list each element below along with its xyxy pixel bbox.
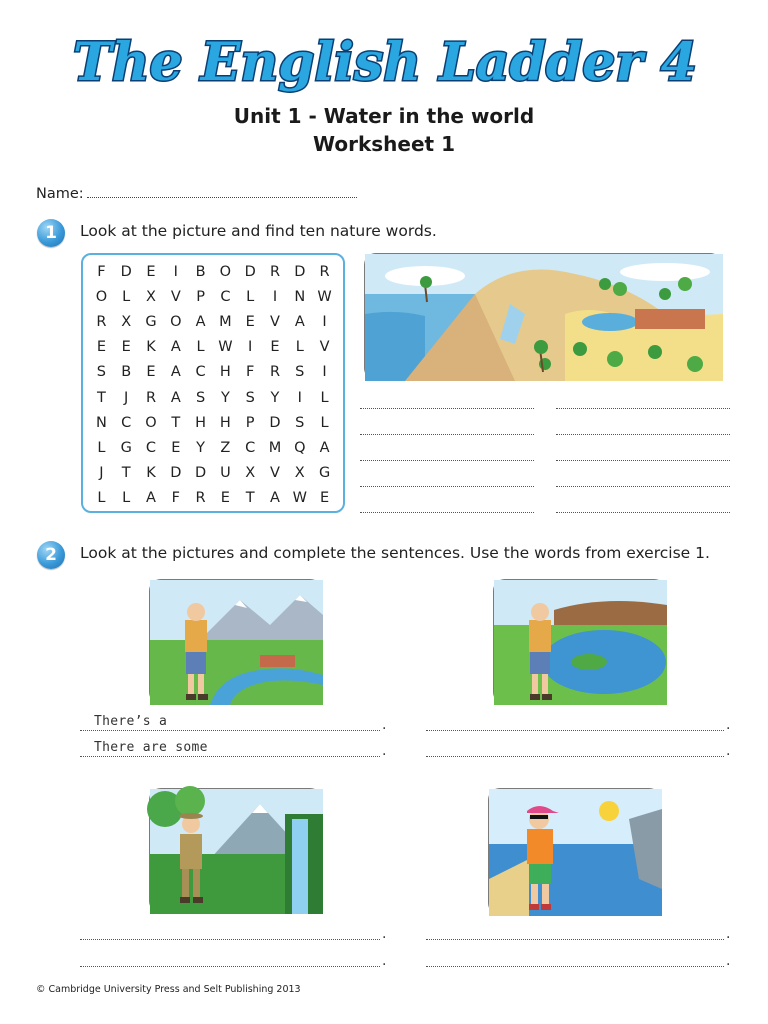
grid-letter[interactable]: J (124, 389, 129, 406)
explorer-waterfall-picture (149, 788, 322, 913)
example-sentence-2: There are some (94, 740, 208, 755)
example-sentence-1: There’s a (94, 714, 168, 729)
grid-letter[interactable]: A (270, 490, 280, 507)
grid-letter[interactable]: H (195, 414, 207, 431)
word-search-grid (81, 253, 345, 513)
grid-letter[interactable]: E (220, 490, 230, 507)
grid-letter[interactable]: X (245, 465, 256, 482)
answer-line[interactable] (360, 408, 534, 409)
grid-letter[interactable]: A (170, 364, 181, 381)
grid-row (89, 335, 337, 360)
grid-letter[interactable]: I (173, 263, 178, 280)
grid-letter[interactable]: V (270, 313, 280, 330)
grid-letter[interactable]: Q (294, 439, 306, 456)
grid-letter[interactable]: D (269, 414, 281, 431)
sentence-period: . (382, 953, 387, 969)
grid-letter[interactable]: O (145, 414, 157, 431)
grid-letter[interactable]: D (294, 263, 306, 280)
grid-letter[interactable]: R (195, 490, 206, 507)
grid-row (89, 410, 337, 435)
grid-letter[interactable]: B (121, 364, 132, 381)
grid-letter[interactable]: V (170, 288, 181, 305)
grid-letter[interactable]: F (97, 263, 106, 280)
name-label: Name: (36, 186, 84, 202)
grid-letter[interactable]: L (122, 490, 131, 507)
grid-letter[interactable]: Y (270, 389, 280, 406)
grid-letter[interactable]: C (195, 364, 206, 381)
sentence-period: . (726, 717, 731, 733)
exercise-2-number: 2 (37, 541, 65, 569)
grid-letter[interactable]: D (195, 465, 207, 482)
answer-line[interactable] (556, 512, 730, 513)
sentence-period: . (726, 926, 731, 942)
grid-letter[interactable]: O (95, 288, 108, 305)
grid-letter[interactable]: I (322, 364, 327, 381)
sentence-line[interactable] (426, 966, 724, 967)
grid-letter[interactable]: J (99, 465, 104, 482)
landscape-picture (364, 253, 722, 380)
sentence-line[interactable] (80, 730, 380, 731)
grid-letter[interactable]: M (268, 439, 282, 456)
answer-line[interactable] (360, 460, 534, 461)
grid-letter[interactable]: A (319, 439, 330, 456)
name-row (36, 185, 357, 202)
sentence-line[interactable] (426, 939, 724, 940)
grid-letter[interactable]: X (294, 465, 305, 482)
copyright-footer: © Cambridge University Press and Selt Publishing 2013 (36, 984, 301, 995)
grid-letter[interactable]: L (97, 490, 106, 507)
grid-letter[interactable]: F (246, 364, 255, 381)
answer-line[interactable] (556, 486, 730, 487)
sentence-line[interactable] (426, 756, 724, 757)
grid-letter[interactable]: Z (220, 439, 231, 456)
logo-text: The English Ladder 4 (73, 32, 697, 93)
grid-letter[interactable]: R (269, 263, 281, 280)
grid-row (89, 309, 337, 334)
grid-letter[interactable]: G (120, 439, 132, 456)
grid-letter[interactable]: C (220, 288, 231, 305)
grid-letter[interactable]: E (121, 339, 131, 356)
grid-letter[interactable]: E (270, 339, 280, 356)
grid-letter[interactable]: L (320, 389, 329, 406)
grid-letter[interactable]: G (145, 313, 157, 330)
grid-letter[interactable]: A (195, 313, 206, 330)
grid-row (89, 385, 337, 410)
sentence-period: . (726, 953, 731, 969)
answer-line[interactable] (360, 512, 534, 513)
unit-title: Unit 1 - Water in the world (233, 104, 535, 128)
grid-row (89, 486, 337, 511)
worksheet-title: Worksheet 1 (313, 132, 455, 156)
grid-letter[interactable]: S (295, 364, 305, 381)
boy-beach-picture (488, 788, 661, 915)
grid-letter[interactable]: S (195, 389, 206, 406)
grid-letter[interactable]: A (146, 490, 156, 507)
grid-letter[interactable]: O (170, 313, 182, 330)
grid-letter[interactable]: Y (196, 439, 206, 456)
answer-line[interactable] (556, 434, 730, 435)
boy-lake-picture (493, 579, 666, 704)
english-ladder-logo (73, 22, 697, 100)
grid-letter[interactable]: A (170, 339, 181, 356)
grid-letter[interactable]: D (244, 263, 256, 280)
grid-letter[interactable]: V (319, 339, 330, 356)
grid-letter[interactable]: F (171, 490, 180, 507)
grid-row (89, 435, 337, 460)
grid-letter[interactable]: H (219, 364, 231, 381)
grid-letter[interactable]: W (292, 490, 307, 507)
grid-letter[interactable]: K (146, 339, 156, 356)
grid-letter[interactable]: G (318, 465, 331, 482)
exercise-2-instruction: Look at the pictures and complete the sentences. Use the words from exercise 1. (80, 544, 710, 562)
sentence-line[interactable] (80, 939, 380, 940)
name-field[interactable] (87, 185, 357, 198)
grid-letter[interactable]: L (320, 414, 329, 431)
grid-letter[interactable]: R (319, 263, 330, 280)
grid-letter[interactable]: S (96, 364, 106, 381)
grid-letter[interactable]: I (248, 339, 253, 356)
grid-letter[interactable]: C (121, 414, 132, 431)
grid-letter[interactable]: X (146, 288, 156, 305)
answer-line[interactable] (556, 408, 730, 409)
boy-river-picture (149, 579, 322, 704)
sentence-period: . (382, 717, 387, 733)
grid-letter[interactable]: L (122, 288, 131, 305)
grid-letter[interactable]: U (220, 465, 231, 482)
grid-letter[interactable]: Y (220, 389, 230, 406)
grid-letter[interactable]: N (95, 414, 107, 431)
sentence-period: . (726, 743, 731, 759)
grid-letter[interactable]: L (97, 439, 106, 456)
grid-letter[interactable]: S (245, 389, 255, 406)
grid-letter[interactable]: K (146, 465, 156, 482)
grid-letter[interactable]: D (170, 465, 182, 482)
answer-line[interactable] (360, 486, 534, 487)
grid-row (89, 259, 337, 284)
answer-line[interactable] (556, 460, 730, 461)
grid-letter[interactable]: L (196, 339, 205, 356)
grid-letter[interactable]: A (294, 313, 305, 330)
grid-letter[interactable]: M (219, 313, 232, 330)
grid-letter[interactable]: X (121, 313, 132, 330)
grid-letter[interactable]: P (196, 288, 205, 305)
grid-letter[interactable]: E (96, 339, 106, 356)
answer-line[interactable] (360, 434, 534, 435)
grid-letter[interactable]: R (96, 313, 107, 330)
grid-letter[interactable]: W (317, 288, 332, 305)
grid-letter[interactable]: T (121, 465, 131, 482)
grid-letter[interactable]: I (322, 313, 327, 330)
sentence-period: . (382, 926, 387, 942)
grid-letter[interactable]: E (171, 439, 181, 456)
grid-letter[interactable]: C (145, 439, 157, 456)
grid-letter[interactable]: E (146, 263, 156, 280)
grid-letter[interactable]: H (219, 414, 231, 431)
grid-letter[interactable]: V (270, 465, 280, 482)
grid-letter[interactable]: C (245, 439, 256, 456)
exercise-1-number: 1 (37, 219, 65, 247)
grid-letter[interactable]: D (120, 263, 132, 280)
grid-letter[interactable]: T (245, 490, 255, 507)
grid-letter[interactable]: I (272, 288, 278, 305)
grid-letter[interactable]: W (218, 339, 233, 356)
grid-letter[interactable]: L (295, 339, 304, 356)
grid-letter[interactable]: E (146, 364, 156, 381)
grid-letter[interactable]: I (297, 389, 302, 406)
grid-letter[interactable]: E (319, 490, 330, 507)
grid-letter[interactable]: T (96, 389, 106, 406)
grid-row (89, 360, 337, 385)
sentence-line[interactable] (426, 730, 724, 731)
exercise-1-instruction: Look at the picture and find ten nature words. (80, 222, 437, 240)
grid-row (89, 284, 337, 309)
grid-letter[interactable]: S (295, 414, 305, 431)
sentence-line[interactable] (80, 966, 380, 967)
sentence-line[interactable] (80, 756, 380, 757)
grid-letter[interactable]: A (170, 389, 181, 406)
grid-letter[interactable]: T (171, 414, 181, 431)
grid-row (89, 461, 337, 486)
grid-letter[interactable]: R (145, 389, 157, 406)
grid-letter[interactable]: L (246, 288, 255, 305)
grid-letter[interactable]: N (294, 288, 306, 305)
grid-letter[interactable]: B (195, 263, 206, 280)
grid-letter[interactable]: O (219, 263, 232, 280)
grid-letter[interactable]: P (245, 414, 255, 431)
grid-letter[interactable]: E (245, 313, 255, 330)
sentence-period: . (382, 743, 387, 759)
grid-letter[interactable]: R (269, 364, 281, 381)
